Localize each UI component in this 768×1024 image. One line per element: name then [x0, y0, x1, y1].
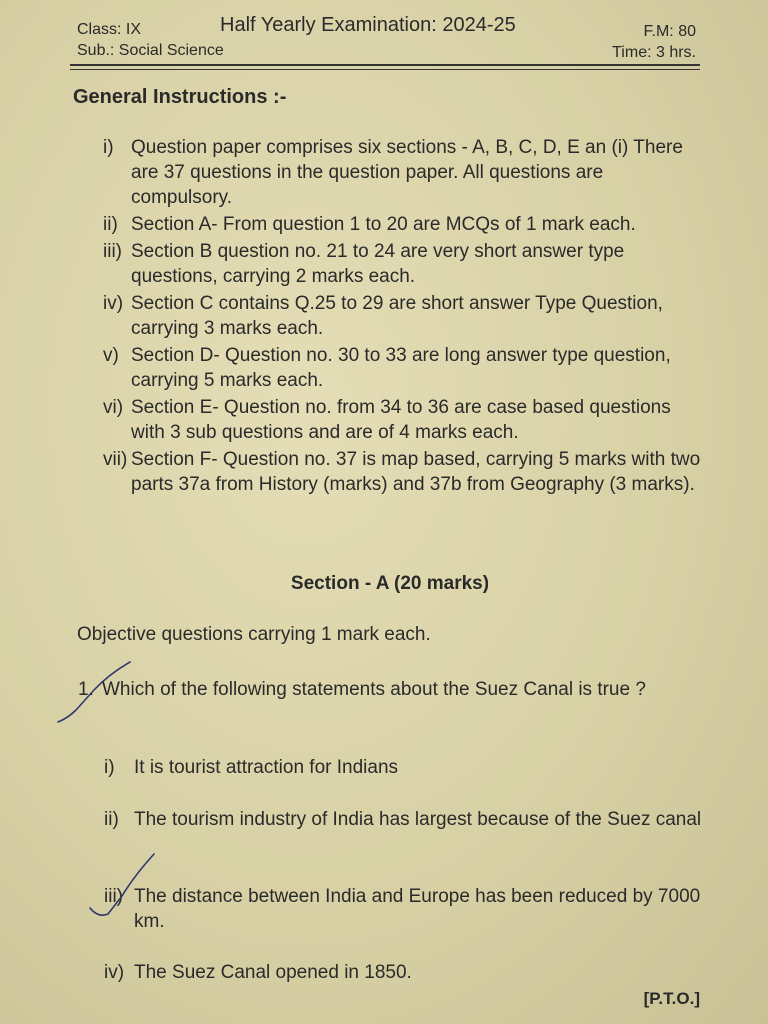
- header-rule-thin: [70, 69, 700, 70]
- instruction-text: Section D- Question no. 30 to 33 are long answer type question, carrying 5 marks each.: [131, 345, 671, 391]
- option-iv: [104, 960, 704, 985]
- option-number: ii): [104, 809, 119, 830]
- header-left: [77, 19, 224, 61]
- exam-title: Half Yearly Examination: 2024-25: [220, 14, 516, 36]
- instruction-item: [103, 291, 703, 341]
- question-1: [78, 677, 698, 702]
- instruction-number: vii): [103, 449, 128, 470]
- instruction-number: iii): [103, 241, 122, 262]
- instruction-item: [103, 212, 703, 237]
- section-a-title: Section - A (20 marks): [290, 573, 490, 594]
- instruction-number: ii): [103, 214, 118, 235]
- instruction-text: Section A- From question 1 to 20 are MCQs of 1 mark each.: [131, 214, 636, 235]
- header-right: [612, 21, 696, 63]
- class-label: Class: IX: [77, 21, 142, 38]
- instructions-list: [103, 135, 703, 499]
- option-text: The Suez Canal opened in 1850.: [134, 962, 412, 983]
- option-text: The tourism industry of India has largest because of the Suez canal: [134, 809, 702, 830]
- option-text: It is tourist attraction for Indians: [134, 757, 399, 778]
- pen-tick-mark-icon: [88, 850, 168, 922]
- full-marks: F.M: 80: [643, 23, 696, 40]
- option-number: i): [104, 757, 115, 778]
- instruction-number: iv): [103, 293, 124, 314]
- instruction-item: [103, 239, 703, 289]
- option-iii: [104, 884, 704, 934]
- question-number: 1.: [78, 679, 94, 700]
- instruction-item: [103, 135, 703, 210]
- option-number: iv): [104, 962, 125, 983]
- time-label: Time: 3 hrs.: [612, 44, 696, 61]
- instruction-text: Section C contains Q.25 to 29 are short answer Type Question, carrying 3 marks each.: [131, 293, 663, 339]
- general-instructions-title: General Instructions :-: [73, 86, 287, 108]
- instruction-item: [103, 343, 703, 393]
- pto-label: [P.T.O.]: [643, 989, 700, 1008]
- instruction-number: i): [103, 137, 114, 158]
- option-number: iii): [104, 886, 123, 907]
- option-text: The distance between India and Europe has been reduced by 7000 km.: [134, 886, 701, 932]
- option-ii: [104, 807, 704, 832]
- question-text: Which of the following statements about the Suez Canal is true ?: [102, 679, 646, 700]
- instruction-text: Section E- Question no. from 34 to 36 are case based questions with 3 sub questions and are of 4 marks each.: [131, 397, 671, 443]
- instruction-number: vi): [103, 397, 124, 418]
- option-i: [104, 755, 704, 780]
- instruction-item: [103, 447, 703, 497]
- subject-label: Sub.: Social Science: [77, 42, 224, 59]
- instruction-number: v): [103, 345, 119, 366]
- header-rule-thick: [70, 64, 700, 66]
- pen-tick-mark-icon: [54, 660, 134, 730]
- section-a-subtitle: Objective questions carrying 1 mark each.: [77, 624, 431, 645]
- instruction-text: Section F- Question no. 37 is map based, carrying 5 marks with two parts 37a from History (marks) and 37b from Geography (3 marks).: [131, 449, 701, 495]
- instruction-text: Section B question no. 21 to 24 are very short answer type questions, carrying 2 marks each.: [131, 241, 625, 287]
- instruction-item: [103, 395, 703, 445]
- instruction-text: Question paper comprises six sections - A, B, C, D, E an (i) There are 37 questions in the question paper. All questions are compulsory.: [131, 137, 683, 208]
